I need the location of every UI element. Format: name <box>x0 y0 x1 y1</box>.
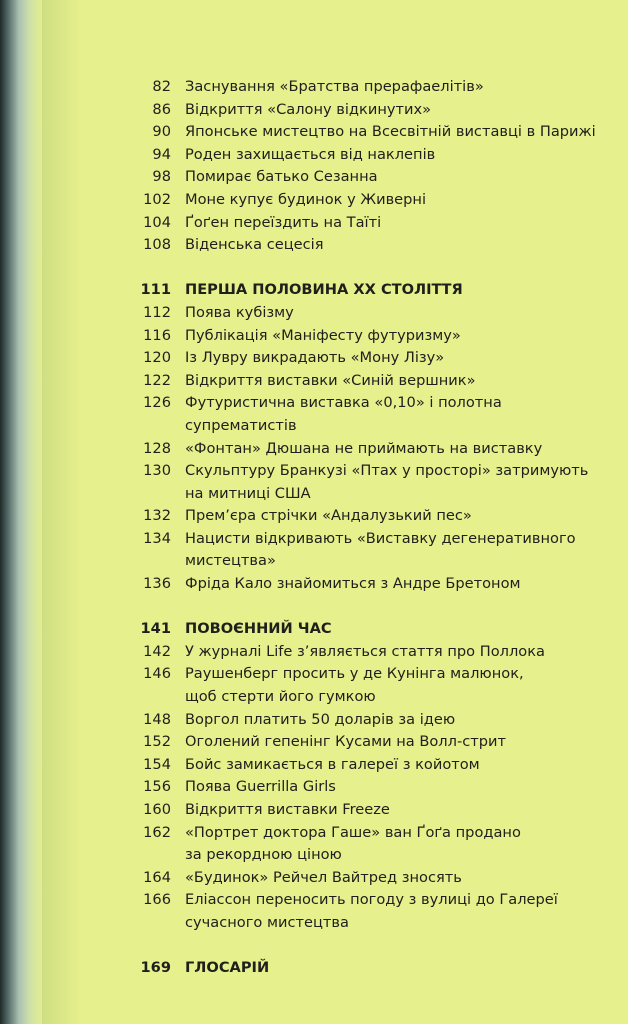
toc-entry <box>0 776 628 799</box>
section-title: ПОВОЄННИЙ ЧАС <box>185 620 332 638</box>
entry-title: на митниці США <box>185 484 311 502</box>
entry-title: Відкриття виставки Freeze <box>185 801 390 818</box>
entry-title: Фріда Кало знайомиться з Андре Бретоном <box>185 575 521 593</box>
toc-entry <box>0 166 628 189</box>
page-number: 111 <box>140 281 171 299</box>
page-number: 82 <box>152 78 171 95</box>
entry-title: Воргол платить 50 доларів за ідею <box>185 710 456 728</box>
toc-entry <box>0 347 628 370</box>
toc-entry <box>0 121 628 144</box>
entry-title: «Будинок» Рейчел Вайтред зносять <box>185 868 462 886</box>
entry-title: Віденська сецесія <box>185 236 324 254</box>
entry-title: Прем’єра стрічки «Андалузький пес» <box>185 507 472 525</box>
toc-entry <box>0 392 628 415</box>
entry-title: Бойс замикається в галереї з койотом <box>185 755 480 773</box>
toc-entry <box>0 844 628 867</box>
entry-title: Публікація «Маніфесту футуризму» <box>185 326 461 344</box>
page-number: 86 <box>152 100 171 118</box>
section-title: ГЛОСАРІЙ <box>185 959 270 977</box>
page-number: 132 <box>143 507 171 525</box>
entry-title: Моне купує будинок у Живерні <box>185 190 427 208</box>
page-number: 148 <box>143 710 171 728</box>
entry-title: Із Лувру викрадають «Мону Лізу» <box>185 349 445 367</box>
entry-title: супрематистів <box>185 416 297 434</box>
page-number: 142 <box>143 642 171 660</box>
entry-title: Помирає батько Сезанна <box>185 168 378 186</box>
entry-title: «Портрет доктора Гаше» ван Ґоґа продано <box>185 823 521 841</box>
entry-title: Нацисти відкривають «Виставку дегенеративного <box>185 529 576 547</box>
toc-entry <box>0 573 628 596</box>
toc-entry <box>0 867 628 890</box>
toc-entry <box>0 505 628 528</box>
entry-title: Раушенберг просить у де Кунінга малюнок, <box>185 665 524 683</box>
toc-entry <box>0 663 628 686</box>
page-number: 122 <box>143 371 171 389</box>
toc-section-heading <box>0 618 628 641</box>
page-number: 152 <box>143 733 171 751</box>
entry-title: Відкриття «Салону відкинутих» <box>185 100 432 118</box>
page-number: 141 <box>140 620 171 638</box>
toc-entry <box>0 144 628 167</box>
section-title: ПЕРША ПОЛОВИНА ХХ СТОЛІТТЯ <box>185 281 463 299</box>
section-gap <box>0 935 628 958</box>
page-number: 146 <box>143 665 171 683</box>
page-number: 162 <box>143 823 171 841</box>
toc-entry <box>0 370 628 393</box>
toc-entry <box>0 76 628 99</box>
toc-entry <box>0 686 628 709</box>
table-of-contents <box>0 76 628 980</box>
toc-entry <box>0 799 628 822</box>
entry-title: Роден захищається від наклепів <box>185 145 436 163</box>
page-number: 108 <box>143 236 171 254</box>
page-number: 98 <box>152 168 171 186</box>
toc-entry <box>0 234 628 257</box>
toc-entry <box>0 889 628 912</box>
page-number: 90 <box>152 123 171 141</box>
toc-section-heading <box>0 957 628 980</box>
page-number: 166 <box>143 891 171 909</box>
page-number: 116 <box>143 326 171 344</box>
page-number: 94 <box>152 145 171 163</box>
entry-title: Поява Guerrilla Girls <box>185 778 336 796</box>
page-number: 164 <box>143 868 171 886</box>
toc-entry <box>0 99 628 122</box>
entry-title: за рекордною ціною <box>185 846 342 864</box>
entry-title: Японське мистецтво на Всесвітній виставці в Парижі <box>185 123 596 141</box>
entry-title: Заснування «Братства прерафаелітів» <box>185 78 484 95</box>
page-number: 130 <box>143 462 171 480</box>
entry-title: щоб стерти його гумкою <box>185 688 376 706</box>
entry-title: Еліассон переносить погоду з вулиці до Галереї <box>185 891 558 909</box>
toc-entry <box>0 912 628 935</box>
page-number: 169 <box>140 959 171 977</box>
toc-entry <box>0 822 628 845</box>
toc-entry <box>0 550 628 573</box>
toc-section-heading <box>0 279 628 302</box>
toc-entry <box>0 189 628 212</box>
page-number: 120 <box>143 349 171 367</box>
toc-entry <box>0 483 628 506</box>
entry-title: Поява кубізму <box>185 303 294 321</box>
entry-title: Ґоґен переїздить на Таїті <box>185 213 382 231</box>
toc-entry <box>0 212 628 235</box>
entry-title: Оголений гепенінг Кусами на Волл-стрит <box>185 733 507 751</box>
toc-entry <box>0 460 628 483</box>
toc-entry <box>0 438 628 461</box>
toc-entry <box>0 641 628 664</box>
section-gap <box>0 596 628 619</box>
page-number: 126 <box>143 394 171 412</box>
page-number: 156 <box>143 778 171 796</box>
toc-entry <box>0 731 628 754</box>
entry-title: Скульптуру Бранкузі «Птах у просторі» затримують <box>185 462 589 480</box>
entry-title: Футуристична виставка «0,10» і полотна <box>185 394 502 412</box>
page-number: 154 <box>143 755 171 773</box>
page-number: 128 <box>143 439 171 457</box>
page-number: 134 <box>143 529 171 547</box>
entry-title: мистецтва» <box>185 552 276 570</box>
toc-entry <box>0 325 628 348</box>
entry-title: Відкриття виставки «Синій вершник» <box>185 371 476 389</box>
section-gap <box>0 257 628 280</box>
entry-title: сучасного мистецтва <box>185 913 349 931</box>
page-number: 102 <box>143 190 171 208</box>
toc-entry <box>0 709 628 732</box>
page-number: 104 <box>143 213 171 231</box>
toc-entry <box>0 528 628 551</box>
entry-title: У журналі Life з’являється стаття про Поллока <box>185 642 545 660</box>
toc-entry <box>0 302 628 325</box>
page-number: 160 <box>143 801 171 818</box>
toc-entry <box>0 754 628 777</box>
toc-entry <box>0 415 628 438</box>
page-number: 112 <box>143 303 171 321</box>
entry-title: «Фонтан» Дюшана не приймають на виставку <box>185 439 543 457</box>
page-number: 136 <box>143 575 171 593</box>
